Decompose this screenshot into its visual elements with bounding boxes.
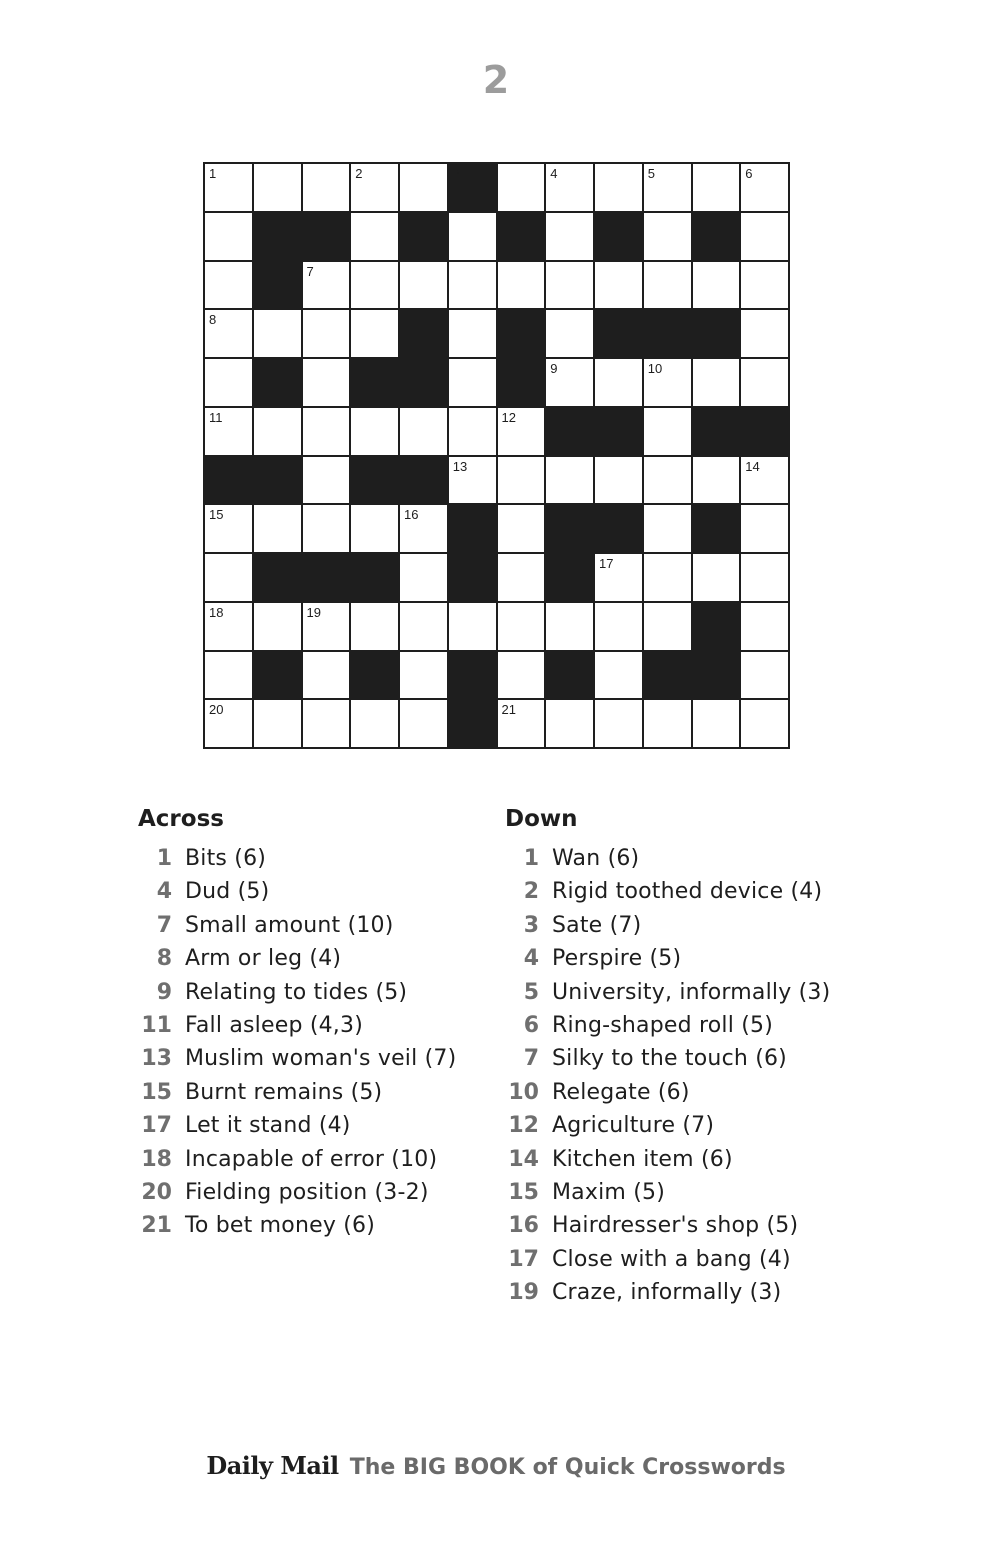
down-clue[interactable] [505, 875, 885, 908]
grid-cell[interactable] [498, 554, 545, 601]
down-clue[interactable] [505, 1076, 885, 1109]
clue-text: Fielding position (3-2) [185, 1179, 429, 1205]
down-heading: Down [505, 806, 578, 832]
grid-cell[interactable] [498, 164, 545, 211]
down-clue[interactable] [505, 842, 885, 875]
across-clue[interactable] [138, 1042, 493, 1075]
black-square [693, 652, 740, 699]
book-title: The BIG BOOK of Quick Crosswords [349, 1455, 786, 1480]
grid-cell[interactable] [595, 603, 642, 650]
grid-cell[interactable] [741, 457, 788, 504]
grid-cell[interactable] [741, 359, 788, 406]
grid-cell[interactable] [644, 457, 691, 504]
clue-number: 4 [523, 946, 539, 972]
grid-cell[interactable] [693, 262, 740, 309]
clue-text: Burnt remains (5) [185, 1079, 383, 1105]
grid-cell[interactable] [693, 700, 740, 747]
black-square [254, 213, 301, 260]
black-square [498, 359, 545, 406]
grid-cell[interactable] [303, 164, 350, 211]
clue-number: 3 [452, 166, 460, 181]
grid-cell[interactable] [741, 603, 788, 650]
black-square [546, 652, 593, 699]
grid-cell[interactable] [449, 457, 496, 504]
grid-cell[interactable] [254, 505, 301, 552]
down-clue[interactable] [505, 909, 885, 942]
clue-number: 6 [523, 1012, 539, 1038]
grid-cell[interactable] [351, 213, 398, 260]
black-square [254, 554, 301, 601]
grid-cell[interactable] [546, 262, 593, 309]
clue-number: 2 [523, 879, 539, 905]
clue-number: 18 [141, 1146, 172, 1172]
clue-number: 7 [523, 1046, 539, 1072]
grid-cell[interactable] [498, 262, 545, 309]
clue-number: 16 [404, 507, 419, 523]
grid-cell[interactable] [644, 359, 691, 406]
grid-cell[interactable] [254, 408, 301, 455]
grid-cell[interactable] [644, 505, 691, 552]
grid-cell[interactable] [498, 652, 545, 699]
black-square [546, 505, 593, 552]
black-square [693, 505, 740, 552]
clue-number: 1 [523, 846, 539, 871]
grid-cell[interactable] [303, 262, 350, 309]
grid-cell[interactable] [498, 700, 545, 747]
across-clue[interactable] [138, 842, 493, 875]
grid-cell[interactable] [498, 457, 545, 504]
grid-cell[interactable] [400, 408, 447, 455]
black-square [449, 505, 496, 552]
down-clue[interactable] [505, 1109, 885, 1142]
black-square [693, 408, 740, 455]
black-square [693, 603, 740, 650]
clue-text: Arm or leg (4) [185, 946, 342, 972]
black-square [546, 554, 593, 601]
black-square [400, 213, 447, 260]
grid-cell[interactable] [400, 164, 447, 211]
clue-text: Craze, informally (3) [552, 1280, 782, 1306]
grid-cell[interactable] [595, 700, 642, 747]
black-square [644, 310, 691, 357]
black-square [595, 505, 642, 552]
grid-cell[interactable] [400, 262, 447, 309]
black-square [303, 213, 350, 260]
grid-cell[interactable] [205, 505, 252, 552]
grid-cell[interactable] [546, 457, 593, 504]
clue-number: 1 [209, 166, 217, 181]
clue-number: 15 [141, 1079, 172, 1105]
puzzle-number: 2 [482, 58, 510, 102]
grid-cell[interactable] [303, 700, 350, 747]
grid-cell[interactable] [205, 262, 252, 309]
clue-text: Agriculture (7) [552, 1113, 715, 1139]
across-clue[interactable] [138, 875, 493, 908]
clue-text: Relating to tides (5) [185, 979, 408, 1005]
across-clues [138, 804, 493, 1243]
clue-number: 6 [745, 166, 753, 181]
clue-number: 1 [156, 846, 172, 871]
grid-cell[interactable] [595, 554, 642, 601]
grid-cell[interactable] [644, 603, 691, 650]
clue-text: To bet money (6) [185, 1213, 376, 1239]
grid-cell[interactable] [205, 359, 252, 406]
grid-cell[interactable] [693, 164, 740, 211]
grid-cell[interactable] [351, 603, 398, 650]
black-square [254, 457, 301, 504]
clue-number: 17 [508, 1246, 539, 1272]
grid-cell[interactable] [254, 603, 301, 650]
black-square [303, 554, 350, 601]
across-clue[interactable] [138, 1176, 493, 1209]
clue-number: 10 [647, 361, 663, 376]
grid-cell[interactable] [400, 603, 447, 650]
down-clue[interactable] [505, 1042, 885, 1075]
grid-cell[interactable] [693, 359, 740, 406]
grid-cell[interactable] [303, 652, 350, 699]
down-clue[interactable] [505, 976, 885, 1009]
grid-cell[interactable] [449, 262, 496, 309]
clue-number: 19 [508, 1280, 539, 1306]
black-square [351, 359, 398, 406]
clue-number: 14 [508, 1146, 539, 1172]
clue-number: 8 [209, 312, 217, 328]
grid-cell[interactable] [303, 359, 350, 406]
clue-number: 11 [141, 1012, 172, 1038]
grid-cell[interactable] [546, 359, 593, 406]
black-square [254, 652, 301, 699]
grid-cell[interactable] [741, 213, 788, 260]
clue-text: Ring-shaped roll (5) [552, 1012, 773, 1038]
clue-text: Relegate (6) [552, 1079, 690, 1105]
black-square [400, 457, 447, 504]
grid-cell[interactable] [741, 310, 788, 357]
black-square [400, 310, 447, 357]
across-clue[interactable] [138, 1143, 493, 1176]
grid-cell[interactable] [741, 700, 788, 747]
grid-cell[interactable] [449, 603, 496, 650]
grid-cell[interactable] [449, 213, 496, 260]
grid-cell[interactable] [644, 554, 691, 601]
clue-number: 20 [141, 1179, 172, 1205]
clue-number: 5 [523, 979, 539, 1005]
clue-number: 16 [508, 1213, 539, 1239]
clue-number: 7 [156, 912, 172, 938]
clue-text: University, informally (3) [552, 979, 831, 1005]
clue-number: 19 [306, 604, 321, 620]
black-square [205, 457, 252, 504]
grid-cell[interactable] [254, 164, 301, 211]
black-square [449, 554, 496, 601]
grid-cell[interactable] [351, 408, 398, 455]
down-clues [505, 804, 885, 1309]
grid-cell[interactable] [351, 505, 398, 552]
down-clue[interactable] [505, 1243, 885, 1276]
across-clue[interactable] [138, 976, 493, 1009]
grid-cell[interactable] [546, 310, 593, 357]
black-square [254, 359, 301, 406]
across-clue[interactable] [138, 1076, 493, 1109]
black-square [449, 700, 496, 747]
grid-cell[interactable] [303, 408, 350, 455]
grid-cell[interactable] [205, 700, 252, 747]
grid-cell[interactable] [351, 700, 398, 747]
clue-number: 3 [523, 912, 539, 938]
black-square [595, 310, 642, 357]
across-clue[interactable] [138, 1209, 493, 1242]
clue-text: Let it stand (4) [185, 1113, 351, 1139]
black-square [449, 164, 496, 211]
clue-text: Close with a bang (4) [552, 1246, 791, 1272]
grid-cell[interactable] [205, 408, 252, 455]
clue-number: 10 [508, 1079, 539, 1105]
clue-text: Wan (6) [552, 846, 640, 871]
black-square [449, 652, 496, 699]
grid-cell[interactable] [595, 164, 642, 211]
down-clue[interactable] [505, 1143, 885, 1176]
clue-number: 12 [501, 409, 516, 425]
black-square [644, 652, 691, 699]
clue-text: Muslim woman's veil (7) [185, 1046, 457, 1072]
clue-text: Dud (5) [185, 879, 270, 905]
grid-cell[interactable] [644, 262, 691, 309]
grid-cell[interactable] [400, 700, 447, 747]
grid-cell[interactable] [693, 554, 740, 601]
grid-cell[interactable] [741, 505, 788, 552]
grid-cell[interactable] [400, 554, 447, 601]
crossword-grid [203, 162, 790, 749]
black-square [351, 554, 398, 601]
grid-cell[interactable] [644, 213, 691, 260]
down-clue[interactable] [505, 1276, 885, 1309]
clue-text: Fall asleep (4,3) [185, 1012, 363, 1038]
clue-number: 4 [550, 166, 558, 181]
across-heading: Across [138, 806, 224, 832]
grid-cell[interactable] [595, 652, 642, 699]
clue-number: 21 [501, 702, 516, 718]
grid-cell[interactable] [546, 603, 593, 650]
clue-number: 11 [209, 409, 223, 425]
clue-text: Perspire (5) [552, 946, 682, 972]
grid-cell[interactable] [303, 457, 350, 504]
clue-text: Rigid toothed device (4) [552, 879, 823, 905]
black-square [595, 213, 642, 260]
clue-number: 17 [599, 556, 614, 571]
clue-number: 13 [452, 458, 468, 474]
clue-number: 8 [156, 946, 172, 972]
grid-cell[interactable] [351, 262, 398, 309]
grid-cell[interactable] [644, 700, 691, 747]
clue-number: 14 [745, 458, 760, 474]
black-square [693, 310, 740, 357]
clue-number: 4 [156, 879, 172, 905]
down-clue-list [505, 842, 885, 1309]
grid-cell[interactable] [205, 213, 252, 260]
across-clue[interactable] [138, 909, 493, 942]
clue-text: Small amount (10) [185, 912, 394, 938]
black-square [254, 262, 301, 309]
down-clue[interactable] [505, 1176, 885, 1209]
grid-cell[interactable] [449, 359, 496, 406]
grid-cell[interactable] [644, 164, 691, 211]
clue-text: Sate (7) [552, 912, 642, 938]
black-square [546, 408, 593, 455]
grid-cell[interactable] [449, 408, 496, 455]
black-square [400, 359, 447, 406]
grid-cell[interactable] [498, 505, 545, 552]
grid-cell[interactable] [498, 603, 545, 650]
clue-number: 21 [141, 1213, 172, 1239]
grid-cell[interactable] [546, 700, 593, 747]
grid-cell[interactable] [205, 603, 252, 650]
black-square [595, 408, 642, 455]
black-square [351, 457, 398, 504]
across-clue[interactable] [138, 1009, 493, 1042]
grid-cell[interactable] [595, 262, 642, 309]
black-square [498, 310, 545, 357]
grid-cell[interactable] [351, 310, 398, 357]
clue-number: 17 [141, 1113, 172, 1139]
clue-text: Kitchen item (6) [552, 1146, 733, 1172]
grid-cell[interactable] [205, 554, 252, 601]
grid-cell[interactable] [254, 310, 301, 357]
grid-cell[interactable] [449, 310, 496, 357]
clue-number: 18 [209, 604, 224, 620]
grid-cell[interactable] [303, 505, 350, 552]
clue-number: 9 [550, 361, 558, 376]
grid-cell[interactable] [644, 408, 691, 455]
black-square [498, 213, 545, 260]
clue-text: Maxim (5) [552, 1179, 665, 1205]
grid-cell[interactable] [351, 164, 398, 211]
clue-number: 7 [306, 263, 314, 279]
grid-cell[interactable] [693, 457, 740, 504]
black-square [351, 652, 398, 699]
grid-cell[interactable] [303, 310, 350, 357]
clue-number: 9 [156, 979, 172, 1005]
footer [0, 1451, 992, 1480]
clue-number: 12 [508, 1113, 539, 1139]
clue-number: 2 [355, 166, 363, 181]
grid-cell[interactable] [400, 505, 447, 552]
grid-cell[interactable] [205, 164, 252, 211]
grid-cell[interactable] [498, 408, 545, 455]
grid-cell[interactable] [741, 652, 788, 699]
clue-number: 13 [141, 1046, 172, 1072]
grid-cell[interactable] [546, 164, 593, 211]
grid-cell[interactable] [741, 164, 788, 211]
down-clue[interactable] [505, 942, 885, 975]
across-clue-list [138, 842, 493, 1243]
grid-cell[interactable] [595, 457, 642, 504]
clue-number: 5 [647, 166, 655, 181]
across-clue[interactable] [138, 1109, 493, 1142]
grid-cell[interactable] [205, 652, 252, 699]
clue-text: Silky to the touch (6) [552, 1046, 787, 1072]
grid-cell[interactable] [400, 652, 447, 699]
daily-mail-logo: Daily Mail [206, 1451, 339, 1480]
down-clue[interactable] [505, 1009, 885, 1042]
clue-text: Incapable of error (10) [185, 1146, 438, 1172]
grid-cell[interactable] [595, 359, 642, 406]
grid-cell[interactable] [254, 700, 301, 747]
across-clue[interactable] [138, 942, 493, 975]
grid-cell[interactable] [741, 262, 788, 309]
down-clue[interactable] [505, 1209, 885, 1242]
clue-number: 15 [209, 507, 224, 523]
grid-cell[interactable] [546, 213, 593, 260]
black-square [693, 213, 740, 260]
grid-cell[interactable] [205, 310, 252, 357]
grid-cell[interactable] [303, 603, 350, 650]
clue-number: 20 [209, 702, 224, 718]
clue-text: Bits (6) [185, 846, 267, 871]
clue-number: 15 [508, 1179, 539, 1205]
grid-cell[interactable] [741, 554, 788, 601]
clue-text: Hairdresser's shop (5) [552, 1213, 799, 1239]
black-square [741, 408, 788, 455]
